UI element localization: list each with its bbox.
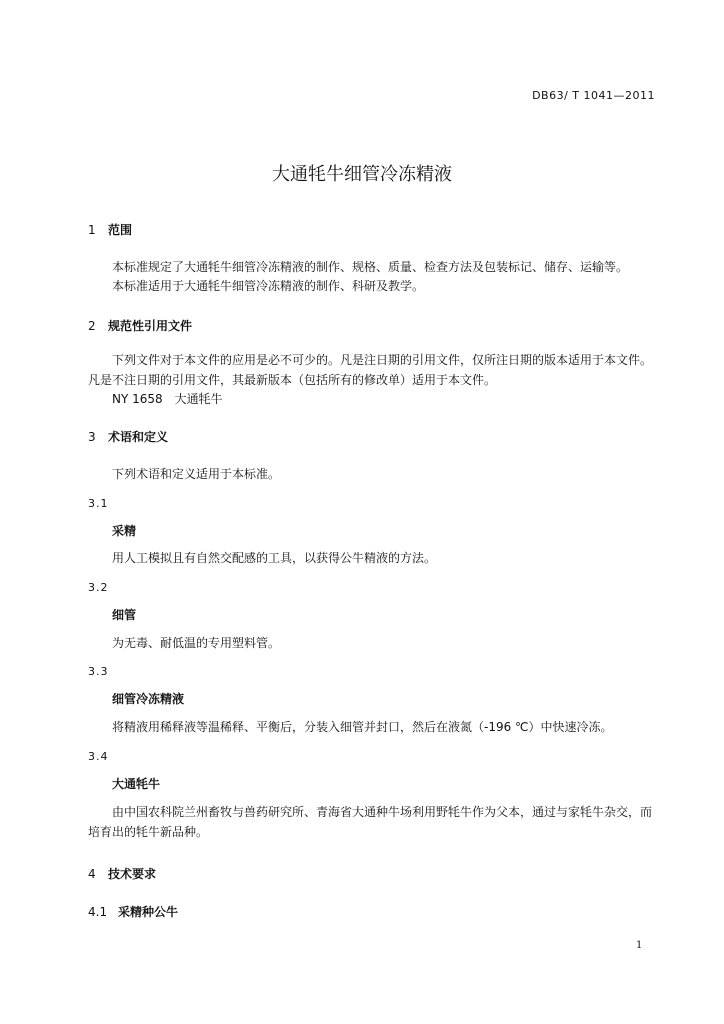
term-3-4-definition: 由中国农科院兰州畜牧与兽药研究所、青海省大通种牛场利用野牦牛作为父本，通过与家牦牛杂交，而培育出的牦牛新品种。	[88, 805, 653, 839]
section-2-number: 2	[88, 319, 96, 333]
section-2-paragraph-1: 下列文件对于本文件的应用是必不可少的。凡是注日期的引用文件，仅所注日期的版本适用于本文件。凡是不注日期的引用文件，其最新版本（包括所有的修改单）适用于本文件。	[88, 353, 653, 387]
section-1-heading	[88, 221, 132, 238]
page-number: 1	[636, 940, 643, 951]
document-title: 大通牦牛细管冷冻精液	[272, 164, 452, 185]
term-3-4-number: 3.4	[88, 750, 109, 763]
subsection-4-1-number: 4.1	[88, 905, 108, 919]
section-1-paragraph-1: 本标准规定了大通牦牛细管冷冻精液的制作、规格、质量、检查方法及包装标记、储存、运输等。	[112, 260, 629, 274]
section-4-number: 4	[88, 867, 96, 881]
term-3-1-definition: 用人工模拟且有自然交配感的工具，以获得公牛精液的方法。	[112, 551, 437, 565]
subsection-4-1-heading	[88, 903, 178, 920]
section-2-title: 规范性引用文件	[108, 319, 193, 333]
subsection-4-1-title: 采精种公牛	[118, 905, 179, 919]
section-1-paragraph-2: 本标准适用于大通牦牛细管冷冻精液的制作、科研及教学。	[112, 279, 425, 293]
section-3-title: 术语和定义	[108, 430, 169, 444]
document-code: DB63/ T 1041—2011	[532, 89, 655, 102]
section-1-title: 范围	[108, 223, 133, 237]
term-3-2-number: 3.2	[88, 581, 109, 594]
section-4-title: 技术要求	[108, 867, 157, 881]
section-2-reference: NY 1658 大通牦牛	[112, 392, 223, 406]
section-3-paragraph-1: 下列术语和定义适用于本标准。	[112, 467, 281, 481]
term-3-3-number: 3.3	[88, 665, 109, 678]
section-3-heading	[88, 428, 168, 445]
section-2-heading	[88, 317, 192, 334]
section-1-number: 1	[88, 223, 96, 237]
term-3-4-name: 大通牦牛	[112, 777, 161, 791]
term-3-3-name: 细管冷冻精液	[112, 692, 185, 706]
term-3-1-name: 采精	[112, 524, 137, 538]
term-3-2-definition: 为无毒、耐低温的专用塑料管。	[112, 636, 281, 650]
section-3-number: 3	[88, 430, 96, 444]
term-3-2-name: 细管	[112, 608, 137, 622]
section-4-heading	[88, 865, 156, 882]
term-3-1-number: 3.1	[88, 497, 109, 510]
term-3-3-definition: 将精液用稀释液等温稀释、平衡后，分装入细管并封口，然后在液氮（-196 ℃）中快速冷冻。	[112, 720, 613, 734]
